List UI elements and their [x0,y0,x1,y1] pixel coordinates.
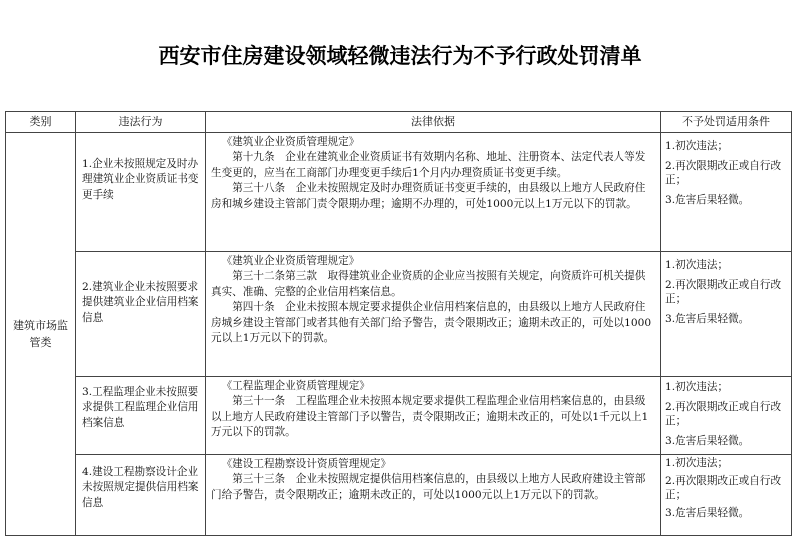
behavior-cell: 2.建筑业企业未按照要求提供建筑业企业信用档案信息 [76,252,206,377]
condition-item: 1.初次违法； [665,140,729,152]
basis-cell [206,133,661,252]
table-header-row [6,112,792,133]
condition-item: 2.再次限期改正或自行改正； [665,160,782,186]
header-conditions: 不予处罚适用条件 [661,112,792,133]
condition-item: 1.初次违法； [665,457,729,469]
basis-cell [206,377,661,455]
conditions-cell [661,455,792,536]
basis-source: 《工程监理企业资质管理规定》 [221,380,370,392]
condition-item: 3.危害后果轻微。 [665,194,750,206]
basis-source: 《建设工程勘察设计资质管理规定》 [221,458,392,470]
basis-cell [206,252,661,377]
category-cell: 建筑市场监管类 [6,133,76,536]
conditions-cell [661,252,792,377]
header-basis: 法律依据 [206,112,661,133]
condition-item: 3.危害后果轻微。 [665,313,750,325]
basis-source: 《建筑业企业资质管理规定》 [221,255,360,267]
table-row [6,455,792,536]
basis-cell [206,455,661,536]
condition-item: 3.危害后果轻微。 [665,435,750,447]
basis-paragraph: 第三十八条 企业未按照规定及时办理资质证书变更手续的，由县级以上地方人民政府住房和城乡建设主管部门责令限期办理；逾期不办理的，可处1000元以上1万元以下的罚款。 [211,182,646,210]
behavior-cell: 3.工程监理企业未按照要求提供工程监理企业信用档案信息 [76,377,206,455]
condition-item: 2.再次限期改正或自行改正； [665,279,782,305]
basis-paragraph: 第十九条 企业在建筑业企业资质证书有效期内名称、地址、注册资本、法定代表人等发生变更的，应当在工商部门办理变更手续后1个月内办理资质证书变更手续。 [211,151,646,179]
behavior-cell: 1.企业未按照规定及时办理建筑业企业资质证书变更手续 [76,133,206,252]
condition-item: 2.再次限期改正或自行改正； [665,401,782,427]
condition-item: 3.危害后果轻微。 [665,507,750,519]
conditions-cell [661,377,792,455]
header-category: 类别 [6,112,76,133]
penalty-list-table [5,111,792,536]
basis-paragraph: 第四十条 企业未按照本规定要求提供企业信用档案信息的，由县级以上地方人民政府住房城乡建设主管部门或者其他有关部门给予警告，责令限期改正；逾期未改正的，可处以1000元以上1万元以下的罚款。 [211,301,652,345]
table-row [6,377,792,455]
page-title: 西安市住房建设领域轻微违法行为不予行政处罚清单 [158,43,642,68]
basis-paragraph: 第三十一条 工程监理企业未按照本规定要求提供工程监理企业信用档案信息的，由县级以上地方人民政府建设主管部门予以警告，责令限期改正；逾期未改正的，可处以1千元以上1万元以下的罚款。 [211,395,649,439]
table-row [6,133,792,252]
basis-paragraph: 第三十三条 企业未按照规定提供信用档案信息的，由县级以上地方人民政府建设主管部门给予警告，责令限期改正；逾期未改正的，可处以1000元以上1万元以下的罚款。 [211,473,646,501]
table-row [6,252,792,377]
behavior-cell: 4.建设工程勘察设计企业未按照规定提供信用档案信息 [76,455,206,536]
basis-paragraph: 第三十二条第三款 取得建筑业企业资质的企业应当按照有关规定，向资质许可机关提供真实、准确、完整的企业信用档案信息。 [211,270,646,298]
header-behavior: 违法行为 [76,112,206,133]
condition-item: 1.初次违法； [665,381,729,393]
conditions-cell [661,133,792,252]
condition-item: 2.再次限期改正或自行改正； [665,475,782,501]
basis-source: 《建筑业企业资质管理规定》 [221,136,360,148]
condition-item: 1.初次违法； [665,259,729,271]
